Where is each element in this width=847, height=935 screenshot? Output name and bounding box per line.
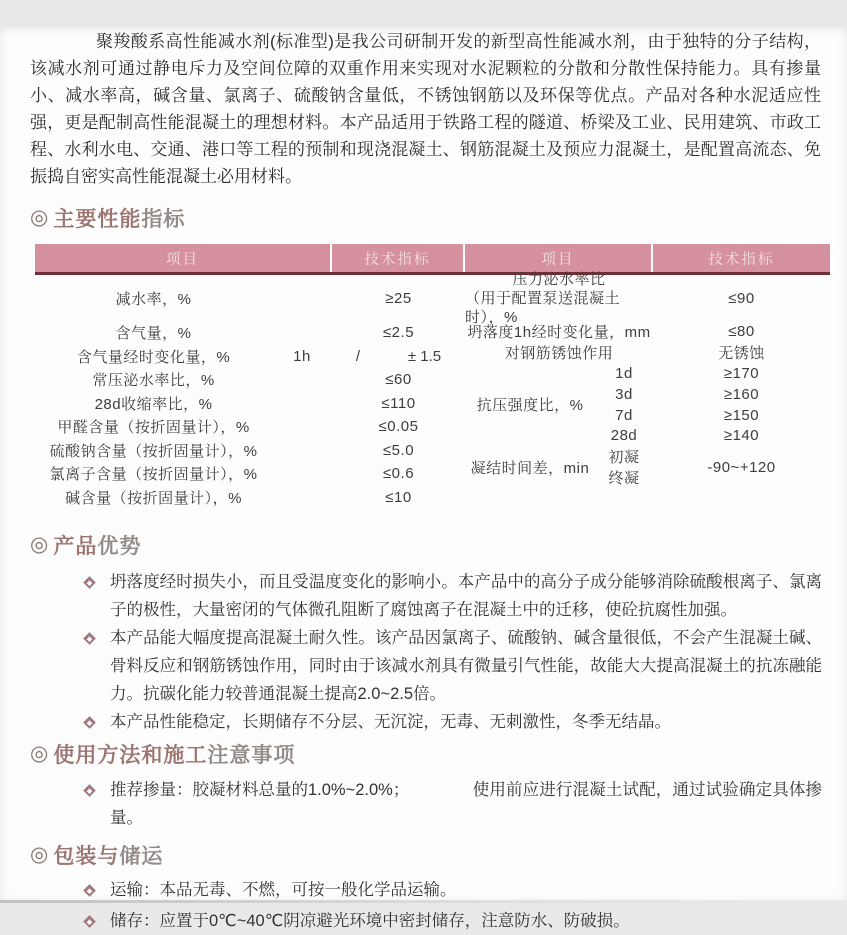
table-cell-sub: 1h [293, 347, 311, 365]
diamond-bullet-icon [83, 632, 96, 645]
strength-age: 7d [615, 406, 633, 424]
setting-final: 终凝 [608, 470, 640, 488]
trial-mix-note: 使用前应进行混凝土试配，通过试验确定具体掺量。 [110, 781, 823, 828]
section-title-tail: 注意事项 [207, 743, 296, 767]
table-cell-value: -90~+120 [707, 458, 776, 476]
table-cell-value: ≤80 [728, 322, 755, 340]
section-heading-packaging [30, 841, 847, 868]
usage-text [110, 776, 822, 832]
section-title: 包装与 [53, 844, 120, 868]
section-heading-usage [30, 740, 847, 767]
table-cell-value: ≤0.05 [378, 418, 419, 436]
strength-age: 3d [615, 385, 633, 403]
list-item [85, 907, 822, 935]
table-cell-label: 减水率，% [115, 290, 192, 308]
pressure-bleeding-line2: （用于配置泵送混凝土时），% [465, 289, 621, 326]
section-title-tail: 优势 [97, 534, 142, 558]
section-title-tail: 指标 [141, 207, 186, 231]
table-cell-value: ≥160 [723, 385, 760, 403]
section-marker-icon: ◎ [30, 206, 50, 229]
advantages-list [85, 568, 822, 736]
table-cell-label: 对钢筋锈蚀作用 [504, 344, 614, 362]
diamond-bullet-icon [83, 784, 96, 797]
strength-age: 1d [615, 364, 633, 382]
table-cell-value: ≥170 [723, 364, 760, 382]
table-cell-value: ≥140 [723, 427, 760, 445]
section-heading-performance [30, 204, 847, 231]
diamond-bullet-icon [83, 884, 96, 897]
table-left-half [35, 275, 465, 509]
table-cell-value: ≤10 [385, 488, 412, 506]
table-cell-value: ≤90 [728, 289, 755, 307]
table-cell-value: ≥25 [385, 289, 412, 307]
diamond-bullet-icon [83, 915, 96, 928]
table-cell-label: 硫酸钠含量（按折固量计），% [49, 442, 258, 460]
section-marker-icon: ◎ [30, 843, 50, 867]
table-cell-value: ≥150 [723, 406, 760, 424]
table-cell-value: ≤0.6 [382, 465, 415, 483]
performance-table [35, 244, 830, 509]
table-header-indicator-left: 技术指标 [332, 244, 465, 272]
advantage-text: 本产品能大幅度提高混凝土耐久性。该产品因氯离子、硫酸钠、碱含量很低，不会产生混凝土碱、骨料反应和钢筋锈蚀作用，同时由于该减水剂具有微量引气性能，故能大大提高混凝土的抗冻融能力。抗碳化能力较普通混凝土提高2.0~2.5倍。 [110, 629, 822, 704]
section-title: 产品 [53, 534, 98, 558]
diamond-bullet-icon [83, 576, 96, 589]
diamond-bullet-icon [83, 716, 96, 729]
intro-paragraph: 聚羧酸系高性能减水剂(标准型)是我公司研制开发的新型高性能减水剂，由于独特的分子结构，该减水剂可通过静电斥力及空间位障的双重作用来实现对水泥颗粒的分散和分散性保持能力。具有掺量小、减水率高，碱含量、氯离子、硫酸钠含量低，不锈蚀钢筋以及环保等优点。产品对各种水泥适应性强，更是配制高性能混凝土的理想材料。本产品适用于铁路工程的隧道、桥梁及工业、民用建筑、市政工程、水利水电、交通、港口等工程的预制和现浇混凝土、钢筋混凝土及预应力混凝土，是配置高流态、免振捣自密实高性能混凝土必用材料。 [30, 32, 821, 186]
advantage-text: 本产品性能稳定，长期储存不分层、无沉淀，无毒、无刺激性，冬季无结晶。 [110, 713, 671, 732]
section-title-tail: 储运 [119, 844, 164, 868]
table-header-item-right: 项目 [465, 244, 653, 272]
table-body [35, 270, 830, 509]
table-cell-label: 坍落度1h经时变化量，mm [467, 323, 651, 341]
usage-list [85, 776, 822, 832]
table-cell-label: 碱含量（按折固量计），% [65, 489, 242, 507]
table-cell-value: ≤2.5 [382, 324, 415, 342]
table-cell-value: ≤5.0 [382, 441, 415, 459]
table-cell-value-split [332, 345, 465, 369]
table-header-item-left: 项目 [35, 244, 332, 272]
pressure-bleeding-line1: 压力泌水率比 [512, 270, 606, 288]
value-slash: / [355, 347, 361, 365]
storage-text: 储存：应置于0℃~40℃阴凉避光环境中密封储存，注意防水、防破损。 [110, 912, 630, 931]
setting-initial: 初凝 [608, 449, 640, 467]
table-cell-label: 28d收缩率比，% [94, 395, 213, 413]
table-header-row [35, 244, 830, 275]
section-marker-icon: ◎ [30, 533, 50, 557]
table-cell-label: 甲醛含量（按折固量计），% [57, 419, 250, 437]
section-title: 使用方法和施工 [53, 743, 208, 767]
value-tolerance: ± 1.5 [407, 347, 442, 365]
dosage-recommendation: 推荐掺量：胶凝材料总量的1.0%~2.0%； [110, 781, 410, 800]
list-item [85, 776, 822, 832]
table-header-indicator-right: 技术指标 [708, 251, 775, 268]
list-item [85, 624, 822, 708]
table-cell-value: 无锈蚀 [718, 344, 765, 362]
table-cell-label [465, 270, 653, 326]
datasheet-page [0, 28, 847, 931]
table-cell-label: 凝结时间差，min [470, 459, 590, 477]
packaging-list [85, 876, 822, 935]
advantage-text: 坍落度经时损失小，而且受温度变化的影响小。本产品中的高分子成分能够消除硫酸根离子、氯离子的极性，大量密闭的气体微孔阻断了腐蚀离子在混凝土中的迁移，使砼抗腐性加强。 [110, 573, 822, 620]
transport-text: 运输：本品无毒、不燃，可按一般化学品运输。 [110, 881, 457, 900]
strength-age: 28d [610, 427, 638, 445]
list-item [85, 708, 822, 736]
table-cell-value: ≤60 [385, 371, 412, 389]
table-cell-label: 常压泌水率比，% [92, 372, 215, 390]
table-cell-label: 含气量经时变化量，% [76, 348, 231, 366]
table-cell-label: 含气量，% [115, 325, 192, 343]
section-heading-advantages [30, 531, 847, 558]
table-cell-label: 抗压强度比，% [476, 397, 584, 415]
table-cell-value: ≤110 [381, 394, 416, 412]
scan-edge-artifact [0, 900, 847, 903]
list-item [85, 568, 822, 624]
table-right-half [465, 270, 830, 509]
section-marker-icon: ◎ [30, 742, 50, 766]
section-title: 主要性能 [53, 207, 142, 231]
table-cell-label: 氯离子含量（按折固量计），% [49, 466, 258, 484]
